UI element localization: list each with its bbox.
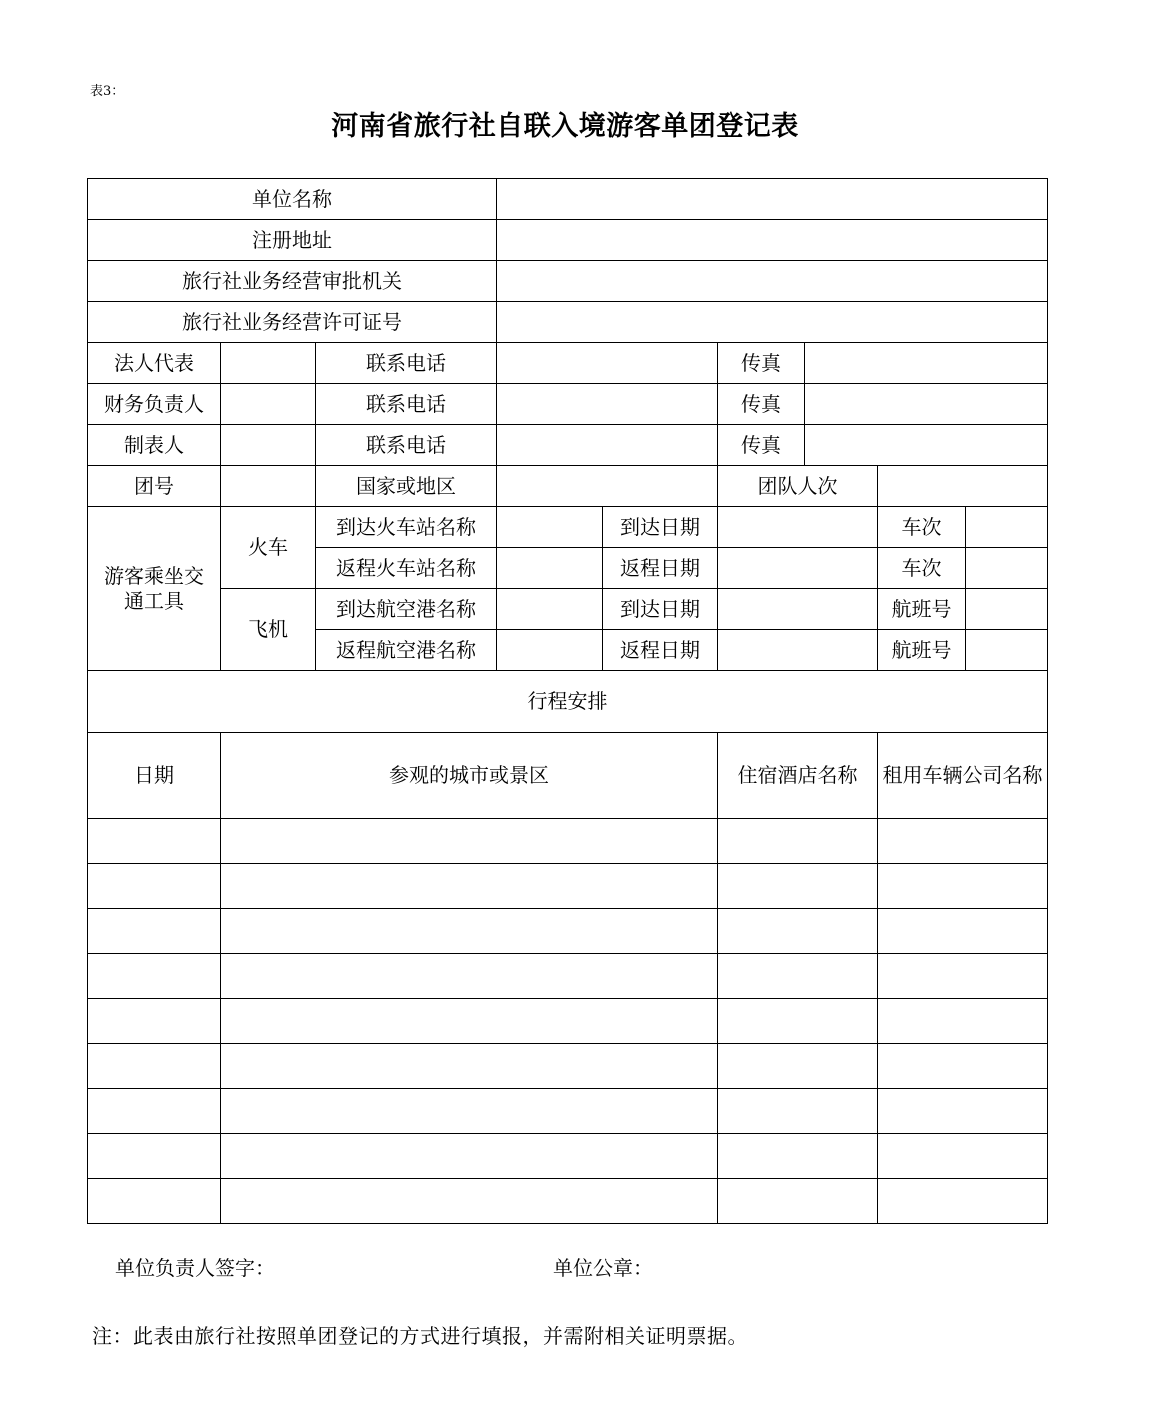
country-region-field[interactable]: [497, 466, 718, 507]
col-car-company-text: 租用车辆公司名称: [882, 763, 1043, 787]
finance-fax-field[interactable]: [805, 384, 1048, 425]
license-no-label: 旅行社业务经营许可证号: [88, 302, 497, 343]
arrive-airport-label: 到达航空港名称: [316, 589, 497, 630]
train-return-date-label: 返程日期: [603, 548, 718, 589]
return-flight-no-field[interactable]: [966, 630, 1048, 671]
return-station-label: 返程火车站名称: [316, 548, 497, 589]
group-count-label: 团队人次: [718, 466, 878, 507]
itinerary-cities-cell[interactable]: [221, 1134, 718, 1179]
itinerary-car-cell[interactable]: [878, 864, 1048, 909]
legal-rep-phone-field[interactable]: [497, 343, 718, 384]
preparer-fax-label: 传真: [718, 425, 805, 466]
finance-head-label: 财务负责人: [88, 384, 221, 425]
itinerary-row: [88, 909, 1048, 954]
itinerary-row: [88, 1134, 1048, 1179]
group-no-label: 团号: [88, 466, 221, 507]
itinerary-hotel-cell[interactable]: [718, 864, 878, 909]
train-label: 火车: [221, 507, 316, 589]
transport-label-text: 游客乘坐交通工具: [104, 563, 204, 613]
col-date-header: 日期: [88, 733, 221, 819]
reg-address-field[interactable]: [497, 220, 1048, 261]
itinerary-row: [88, 1044, 1048, 1089]
itinerary-hotel-cell[interactable]: [718, 1044, 878, 1089]
train-return-date-field[interactable]: [718, 548, 878, 589]
itinerary-cities-cell[interactable]: [221, 1089, 718, 1134]
country-region-label: 国家或地区: [316, 466, 497, 507]
approval-authority-field[interactable]: [497, 261, 1048, 302]
itinerary-car-cell[interactable]: [878, 1134, 1048, 1179]
legal-rep-phone-label: 联系电话: [316, 343, 497, 384]
finance-phone-label: 联系电话: [316, 384, 497, 425]
itinerary-cities-cell[interactable]: [221, 999, 718, 1044]
itinerary-hotel-cell[interactable]: [718, 954, 878, 999]
train-arrive-date-label: 到达日期: [603, 507, 718, 548]
itinerary-hotel-cell[interactable]: [718, 909, 878, 954]
itinerary-row: [88, 954, 1048, 999]
itinerary-cities-cell[interactable]: [221, 864, 718, 909]
itinerary-car-cell[interactable]: [878, 954, 1048, 999]
itinerary-date-cell[interactable]: [88, 954, 221, 999]
return-airport-label: 返程航空港名称: [316, 630, 497, 671]
return-train-no-label: 车次: [878, 548, 966, 589]
itinerary-date-cell[interactable]: [88, 1134, 221, 1179]
form-title: 河南省旅行社自联入境游客单团登记表: [331, 111, 799, 142]
legal-rep-field[interactable]: [221, 343, 316, 384]
preparer-field[interactable]: [221, 425, 316, 466]
arrive-flight-no-label: 航班号: [878, 589, 966, 630]
plane-return-date-field[interactable]: [718, 630, 878, 671]
itinerary-date-cell[interactable]: [88, 864, 221, 909]
legal-rep-label: 法人代表: [88, 343, 221, 384]
col-cities-header: 参观的城市或景区: [221, 733, 718, 819]
itinerary-hotel-cell[interactable]: [718, 999, 878, 1044]
itinerary-car-cell[interactable]: [878, 1044, 1048, 1089]
arrive-train-no-label: 车次: [878, 507, 966, 548]
arrive-station-label: 到达火车站名称: [316, 507, 497, 548]
signature-label: 单位负责人签字：: [115, 1256, 275, 1280]
return-train-no-field[interactable]: [966, 548, 1048, 589]
itinerary-date-cell[interactable]: [88, 1089, 221, 1134]
legal-rep-fax-field[interactable]: [805, 343, 1048, 384]
itinerary-car-cell[interactable]: [878, 819, 1048, 864]
arrive-flight-no-field[interactable]: [966, 589, 1048, 630]
itinerary-row: [88, 1089, 1048, 1134]
preparer-phone-label: 联系电话: [316, 425, 497, 466]
footnote: 注：此表由旅行社按照单团登记的方式进行填报，并需附相关证明票据。: [92, 1324, 748, 1348]
arrive-train-no-field[interactable]: [966, 507, 1048, 548]
preparer-label: 制表人: [88, 425, 221, 466]
itinerary-date-cell[interactable]: [88, 1044, 221, 1089]
itinerary-row: [88, 999, 1048, 1044]
group-count-field[interactable]: [878, 466, 1048, 507]
itinerary-cities-cell[interactable]: [221, 954, 718, 999]
itinerary-row: [88, 1179, 1048, 1224]
itinerary-hotel-cell[interactable]: [718, 1134, 878, 1179]
group-no-field[interactable]: [221, 466, 316, 507]
train-arrive-date-field[interactable]: [718, 507, 878, 548]
itinerary-cities-cell[interactable]: [221, 819, 718, 864]
preparer-phone-field[interactable]: [497, 425, 718, 466]
itinerary-car-cell[interactable]: [878, 909, 1048, 954]
itinerary-section-title: 行程安排: [88, 671, 1048, 733]
itinerary-cities-cell[interactable]: [221, 1179, 718, 1224]
itinerary-car-cell[interactable]: [878, 1179, 1048, 1224]
unit-name-label: 单位名称: [88, 179, 497, 220]
table-number: 表3：: [90, 84, 125, 99]
return-station-field[interactable]: [497, 548, 603, 589]
arrive-airport-field[interactable]: [497, 589, 603, 630]
reg-address-label: 注册地址: [88, 220, 497, 261]
itinerary-date-cell[interactable]: [88, 999, 221, 1044]
approval-authority-label: 旅行社业务经营审批机关: [88, 261, 497, 302]
itinerary-date-cell[interactable]: [88, 909, 221, 954]
col-hotel-header: 住宿酒店名称: [718, 733, 878, 819]
itinerary-date-cell[interactable]: [88, 1179, 221, 1224]
seal-label: 单位公章：: [553, 1256, 653, 1280]
itinerary-cities-cell[interactable]: [221, 1044, 718, 1089]
plane-label: 飞机: [221, 589, 316, 671]
plane-arrive-date-field[interactable]: [718, 589, 878, 630]
finance-phone-field[interactable]: [497, 384, 718, 425]
unit-name-field[interactable]: [497, 179, 1048, 220]
itinerary-cities-cell[interactable]: [221, 909, 718, 954]
registration-form: [87, 178, 1048, 1224]
itinerary-row: [88, 819, 1048, 864]
plane-arrive-date-label: 到达日期: [603, 589, 718, 630]
arrive-station-field[interactable]: [497, 507, 603, 548]
finance-head-field[interactable]: [221, 384, 316, 425]
itinerary-hotel-cell[interactable]: [718, 819, 878, 864]
itinerary-car-cell[interactable]: [878, 999, 1048, 1044]
legal-rep-fax-label: 传真: [718, 343, 805, 384]
preparer-fax-field[interactable]: [805, 425, 1048, 466]
itinerary-hotel-cell[interactable]: [718, 1179, 878, 1224]
itinerary-hotel-cell[interactable]: [718, 1089, 878, 1134]
finance-fax-label: 传真: [718, 384, 805, 425]
return-airport-field[interactable]: [497, 630, 603, 671]
license-no-field[interactable]: [497, 302, 1048, 343]
itinerary-car-cell[interactable]: [878, 1089, 1048, 1134]
itinerary-row: [88, 864, 1048, 909]
transport-label: [88, 507, 221, 671]
col-car-company-header: [878, 733, 1048, 819]
return-flight-no-label: 航班号: [878, 630, 966, 671]
plane-return-date-label: 返程日期: [603, 630, 718, 671]
itinerary-date-cell[interactable]: [88, 819, 221, 864]
